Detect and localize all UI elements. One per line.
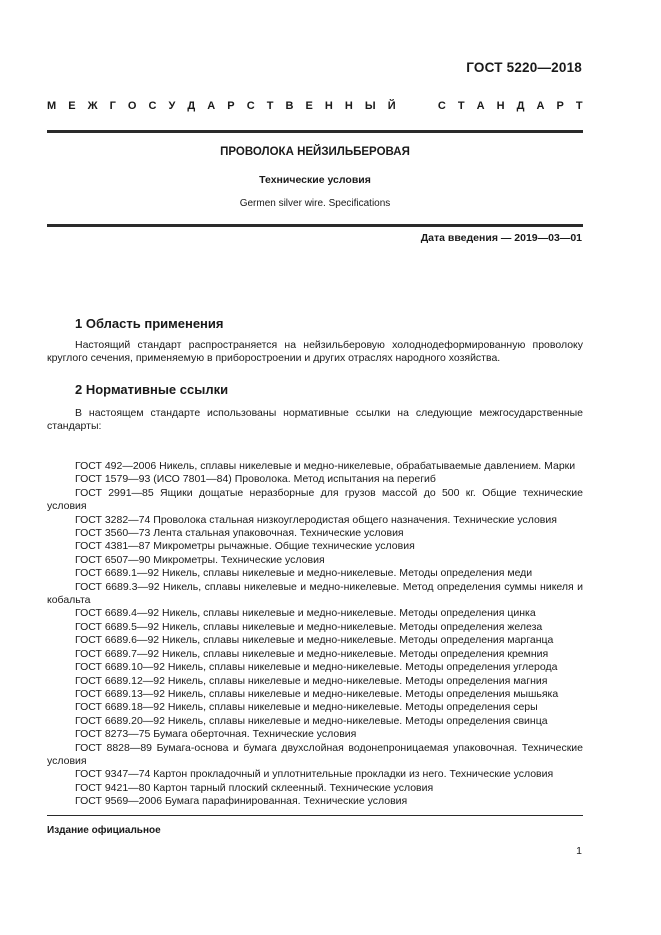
reference-item: ГОСТ 492—2006 Никель, сплавы никелевые и медно-никелевые, обрабатываемые давлением. Марки: [75, 460, 576, 472]
banner-letter: Е: [305, 100, 313, 112]
reference-item: ГОСТ 6689.7—92 Никель, сплавы никелевые и медно-никелевые. Методы определения кремния: [75, 647, 549, 660]
banner-letter: В: [285, 100, 294, 112]
banner-letter: Е: [68, 100, 76, 112]
banner-letter: М: [47, 100, 57, 112]
reference-item: ГОСТ 9347—74 Картон прокладочный и уплотнительные прокладки из него. Технические условия: [75, 768, 554, 781]
interstate-standard-banner: [47, 100, 583, 112]
reference-item: ГОСТ 3282—74 Проволока стальная низкоуглеродистая общего назначения. Технические условия: [75, 513, 557, 526]
introduction-date: Дата введения — 2019—03—01: [420, 232, 582, 244]
banner-letter: У: [168, 100, 176, 112]
banner-letter: С: [437, 100, 446, 112]
banner-letter: О: [127, 100, 137, 112]
banner-letter: Р: [556, 100, 564, 112]
banner-letter: Д: [187, 100, 196, 112]
section-2-heading: 2 Нормативные ссылки: [75, 382, 229, 397]
reference-item: ГОСТ 6689.5—92 Никель, сплавы никелевые и медно-никелевые. Методы определения железа: [75, 620, 543, 633]
banner-letter: [408, 100, 411, 112]
section-2-intro: В настоящем стандарте использованы нормативные ссылки на следующие межгосударственные стандарты:: [47, 407, 583, 433]
banner-letter: Н: [324, 100, 333, 112]
normative-references-list: [47, 460, 583, 809]
banner-letter: Й: [387, 100, 396, 112]
banner-letter: Н: [496, 100, 505, 112]
page-number: 1: [576, 845, 582, 857]
reference-item: ГОСТ 6689.10—92 Никель, сплавы никелевые и медно-никелевые. Методы определения углерода: [75, 661, 558, 674]
banner-letter: А: [476, 100, 485, 112]
reference-item: ГОСТ 2991—85 Ящики дощатые неразборные для грузов массой до 500 кг. Общие технические условия: [47, 486, 583, 513]
document-code: ГОСТ 5220—2018: [466, 60, 582, 75]
reference-item: ГОСТ 8273—75 Бумага оберточная. Технические условия: [75, 728, 357, 741]
reference-item: ГОСТ 6689.3—92 Никель, сплавы никелевые и медно-никелевые. Метод определения суммы никеля и кобальта: [47, 580, 583, 607]
banner-letter: С: [246, 100, 255, 112]
banner-letter: Г: [109, 100, 116, 112]
official-edition-label: Издание официальное: [47, 825, 161, 836]
banner-letter: Д: [516, 100, 525, 112]
reference-item: ГОСТ 6689.12—92 Никель, сплавы никелевые и медно-никелевые. Методы определения магния: [75, 674, 548, 687]
reference-item: ГОСТ 6507—90 Микрометры. Технические условия: [75, 553, 325, 566]
section-2-intro-block: [47, 407, 583, 434]
footer-rule: [47, 815, 583, 816]
banner-letter: А: [207, 100, 216, 112]
english-title: Germen silver wire. Specifications: [239, 198, 391, 209]
reference-item: ГОСТ 3560—73 Лента стальная упаковочная. Технические условия: [75, 527, 404, 540]
banner-letter: Ж: [87, 100, 98, 112]
reference-item: ГОСТ 6689.1—92 Никель, сплавы никелевые и медно-никелевые. Методы определения меди: [75, 567, 533, 580]
reference-item: ГОСТ 4381—87 Микрометры рычажные. Общие технические условия: [75, 540, 415, 553]
banner-letter: Р: [227, 100, 235, 112]
banner-letter: Т: [457, 100, 465, 112]
reference-item: ГОСТ 9569—2006 Бумага парафинированная. Технические условия: [75, 795, 408, 808]
reference-item: ГОСТ 9421—80 Картон тарный плоский склеенный. Технические условия: [75, 781, 434, 794]
banner-letter: Н: [344, 100, 353, 112]
banner-letter: Т: [266, 100, 274, 112]
reference-item: ГОСТ 6689.13—92 Никель, сплавы никелевые и медно-никелевые. Методы определения мышьяка: [75, 687, 559, 700]
banner-letter: С: [148, 100, 157, 112]
section-1-body: [47, 339, 583, 366]
banner-letter: Ы: [364, 100, 376, 112]
document-subtitle: Технические условия: [259, 174, 371, 186]
reference-item: ГОСТ 6689.20—92 Никель, сплавы никелевые и медно-никелевые. Методы определения свинца: [75, 714, 548, 727]
header-rule: [47, 130, 583, 133]
reference-item: ГОСТ 8828—89 Бумага-основа и бумага двухслойная водонепроницаемая упаковочная. Технические условия: [47, 741, 583, 767]
reference-item: ГОСТ 6689.4—92 Никель, сплавы никелевые и медно-никелевые. Методы определения цинка: [75, 607, 536, 620]
banner-letter: А: [536, 100, 545, 112]
document-title: ПРОВОЛОКА НЕЙЗИЛЬБЕРОВАЯ: [220, 146, 410, 158]
reference-item: ГОСТ 6689.18—92 Никель, сплавы никелевые и медно-никелевые. Методы определения серы: [75, 701, 538, 714]
section-1-paragraph: Настоящий стандарт распространяется на нейзильберовую холоднодеформированную проволоку круглого сечения, применяемую в приборостроении и других отраслях народного хозяйства.: [47, 339, 583, 365]
title-rule: [47, 224, 583, 227]
section-1-heading: 1 Область применения: [75, 316, 224, 331]
banner-letter: [423, 100, 426, 112]
banner-letter: Т: [575, 100, 583, 112]
reference-item: ГОСТ 6689.6—92 Никель, сплавы никелевые и медно-никелевые. Методы определения марганца: [75, 634, 554, 647]
reference-item: ГОСТ 1579—93 (ИСО 7801—84) Проволока. Метод испытания на перегиб: [75, 473, 436, 486]
